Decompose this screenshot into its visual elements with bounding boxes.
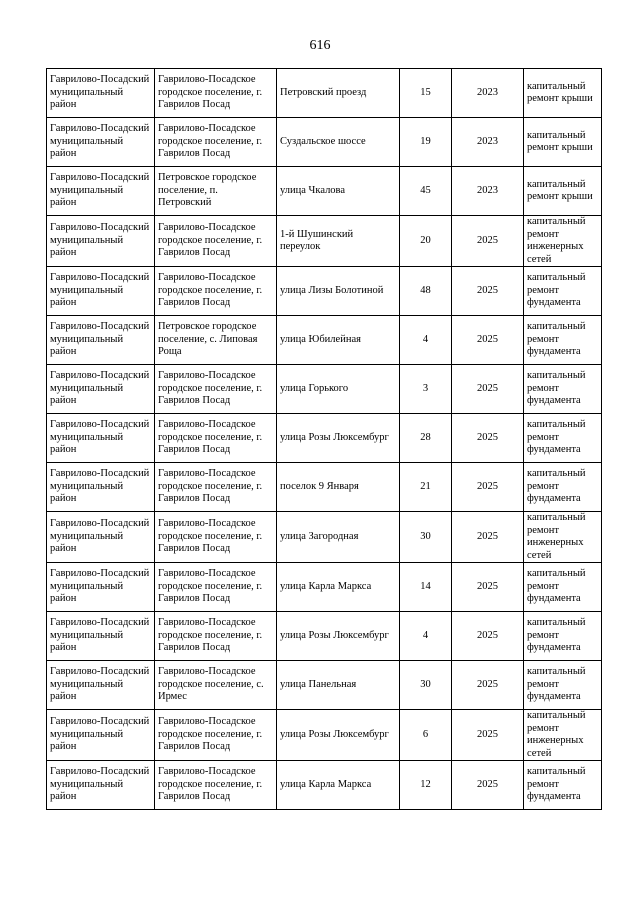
settlement-cell: Гаврилово-Посадское городское поселение, г. Гаврилов Посад: [155, 365, 277, 414]
settlement-cell: Гаврилово-Посадское городское поселение, г. Гаврилов Посад: [155, 463, 277, 512]
street-cell: Петровский проезд: [277, 69, 400, 118]
year-cell: 2025: [452, 710, 524, 761]
street-cell: улица Панельная: [277, 661, 400, 710]
work-type-cell: капитальный ремонт фундамента: [524, 463, 602, 512]
year-cell: 2025: [452, 316, 524, 365]
district-cell: Гаврилово-Посадский муниципальный район: [47, 612, 155, 661]
street-cell: улица Чкалова: [277, 167, 400, 216]
registry-table-body: [47, 69, 602, 810]
work-type-cell: капитальный ремонт фундамента: [524, 661, 602, 710]
work-type-cell: капитальный ремонт фундамента: [524, 365, 602, 414]
settlement-cell: Петровское городское поселение, с. Липовая Роща: [155, 316, 277, 365]
year-cell: 2025: [452, 563, 524, 612]
work-type-cell: капитальный ремонт крыши: [524, 69, 602, 118]
house-number-cell: 45: [400, 167, 452, 216]
settlement-cell: Гаврилово-Посадское городское поселение, г. Гаврилов Посад: [155, 612, 277, 661]
district-cell: Гаврилово-Посадский муниципальный район: [47, 563, 155, 612]
table-row: [47, 661, 602, 710]
table-row: [47, 216, 602, 267]
street-cell: Суздальское шоссе: [277, 118, 400, 167]
settlement-cell: Гаврилово-Посадское городское поселение, г. Гаврилов Посад: [155, 69, 277, 118]
year-cell: 2025: [452, 463, 524, 512]
table-row: [47, 118, 602, 167]
street-cell: улица Горького: [277, 365, 400, 414]
table-row: [47, 167, 602, 216]
house-number-cell: 28: [400, 414, 452, 463]
work-type-cell: капитальный ремонт фундамента: [524, 414, 602, 463]
house-number-cell: 4: [400, 612, 452, 661]
year-cell: 2025: [452, 414, 524, 463]
street-cell: улица Карла Маркса: [277, 563, 400, 612]
district-cell: Гаврилово-Посадский муниципальный район: [47, 167, 155, 216]
work-type-cell: капитальный ремонт фундамента: [524, 563, 602, 612]
settlement-cell: Гаврилово-Посадское городское поселение, с. Ирмес: [155, 661, 277, 710]
house-number-cell: 3: [400, 365, 452, 414]
table-row: [47, 761, 602, 810]
table-row: [47, 69, 602, 118]
street-cell: поселок 9 Января: [277, 463, 400, 512]
settlement-cell: Гаврилово-Посадское городское поселение, г. Гаврилов Посад: [155, 761, 277, 810]
district-cell: Гаврилово-Посадский муниципальный район: [47, 69, 155, 118]
house-number-cell: 12: [400, 761, 452, 810]
district-cell: Гаврилово-Посадский муниципальный район: [47, 661, 155, 710]
work-type-cell: капитальный ремонт фундамента: [524, 267, 602, 316]
table-row: [47, 612, 602, 661]
house-number-cell: 4: [400, 316, 452, 365]
street-cell: улица Юбилейная: [277, 316, 400, 365]
street-cell: улица Розы Люксембург: [277, 612, 400, 661]
work-type-cell: капитальный ремонт инженерных сетей: [524, 512, 602, 563]
house-number-cell: 6: [400, 710, 452, 761]
house-number-cell: 19: [400, 118, 452, 167]
registry-table: [46, 68, 602, 810]
year-cell: 2025: [452, 612, 524, 661]
district-cell: Гаврилово-Посадский муниципальный район: [47, 365, 155, 414]
year-cell: 2025: [452, 216, 524, 267]
page-number: 616: [309, 38, 331, 53]
street-cell: улица Розы Люксембург: [277, 710, 400, 761]
district-cell: Гаврилово-Посадский муниципальный район: [47, 267, 155, 316]
district-cell: Гаврилово-Посадский муниципальный район: [47, 414, 155, 463]
work-type-cell: капитальный ремонт фундамента: [524, 316, 602, 365]
year-cell: 2025: [452, 267, 524, 316]
settlement-cell: Гаврилово-Посадское городское поселение, г. Гаврилов Посад: [155, 512, 277, 563]
district-cell: Гаврилово-Посадский муниципальный район: [47, 463, 155, 512]
year-cell: 2025: [452, 365, 524, 414]
work-type-cell: капитальный ремонт инженерных сетей: [524, 710, 602, 761]
house-number-cell: 20: [400, 216, 452, 267]
house-number-cell: 14: [400, 563, 452, 612]
year-cell: 2023: [452, 69, 524, 118]
house-number-cell: 48: [400, 267, 452, 316]
district-cell: Гаврилово-Посадский муниципальный район: [47, 761, 155, 810]
table-row: [47, 463, 602, 512]
district-cell: Гаврилово-Посадский муниципальный район: [47, 118, 155, 167]
house-number-cell: 30: [400, 512, 452, 563]
street-cell: улица Лизы Болотиной: [277, 267, 400, 316]
street-cell: 1-й Шушинский переулок: [277, 216, 400, 267]
work-type-cell: капитальный ремонт крыши: [524, 118, 602, 167]
district-cell: Гаврилово-Посадский муниципальный район: [47, 216, 155, 267]
settlement-cell: Гаврилово-Посадское городское поселение, г. Гаврилов Посад: [155, 563, 277, 612]
street-cell: улица Карла Маркса: [277, 761, 400, 810]
district-cell: Гаврилово-Посадский муниципальный район: [47, 710, 155, 761]
house-number-cell: 30: [400, 661, 452, 710]
table-row: [47, 316, 602, 365]
work-type-cell: капитальный ремонт фундамента: [524, 761, 602, 810]
settlement-cell: Гаврилово-Посадское городское поселение, г. Гаврилов Посад: [155, 118, 277, 167]
year-cell: 2025: [452, 761, 524, 810]
settlement-cell: Гаврилово-Посадское городское поселение, г. Гаврилов Посад: [155, 414, 277, 463]
year-cell: 2025: [452, 661, 524, 710]
street-cell: улица Розы Люксембург: [277, 414, 400, 463]
table-row: [47, 365, 602, 414]
year-cell: 2025: [452, 512, 524, 563]
table-row: [47, 414, 602, 463]
settlement-cell: Петровское городское поселение, п. Петровский: [155, 167, 277, 216]
work-type-cell: капитальный ремонт крыши: [524, 167, 602, 216]
district-cell: Гаврилово-Посадский муниципальный район: [47, 316, 155, 365]
year-cell: 2023: [452, 167, 524, 216]
settlement-cell: Гаврилово-Посадское городское поселение, г. Гаврилов Посад: [155, 267, 277, 316]
table-row: [47, 512, 602, 563]
work-type-cell: капитальный ремонт фундамента: [524, 612, 602, 661]
settlement-cell: Гаврилово-Посадское городское поселение, г. Гаврилов Посад: [155, 710, 277, 761]
settlement-cell: Гаврилово-Посадское городское поселение, г. Гаврилов Посад: [155, 216, 277, 267]
house-number-cell: 21: [400, 463, 452, 512]
house-number-cell: 15: [400, 69, 452, 118]
year-cell: 2023: [452, 118, 524, 167]
table-row: [47, 710, 602, 761]
district-cell: Гаврилово-Посадский муниципальный район: [47, 512, 155, 563]
street-cell: улица Загородная: [277, 512, 400, 563]
table-row: [47, 267, 602, 316]
table-row: [47, 563, 602, 612]
work-type-cell: капитальный ремонт инженерных сетей: [524, 216, 602, 267]
